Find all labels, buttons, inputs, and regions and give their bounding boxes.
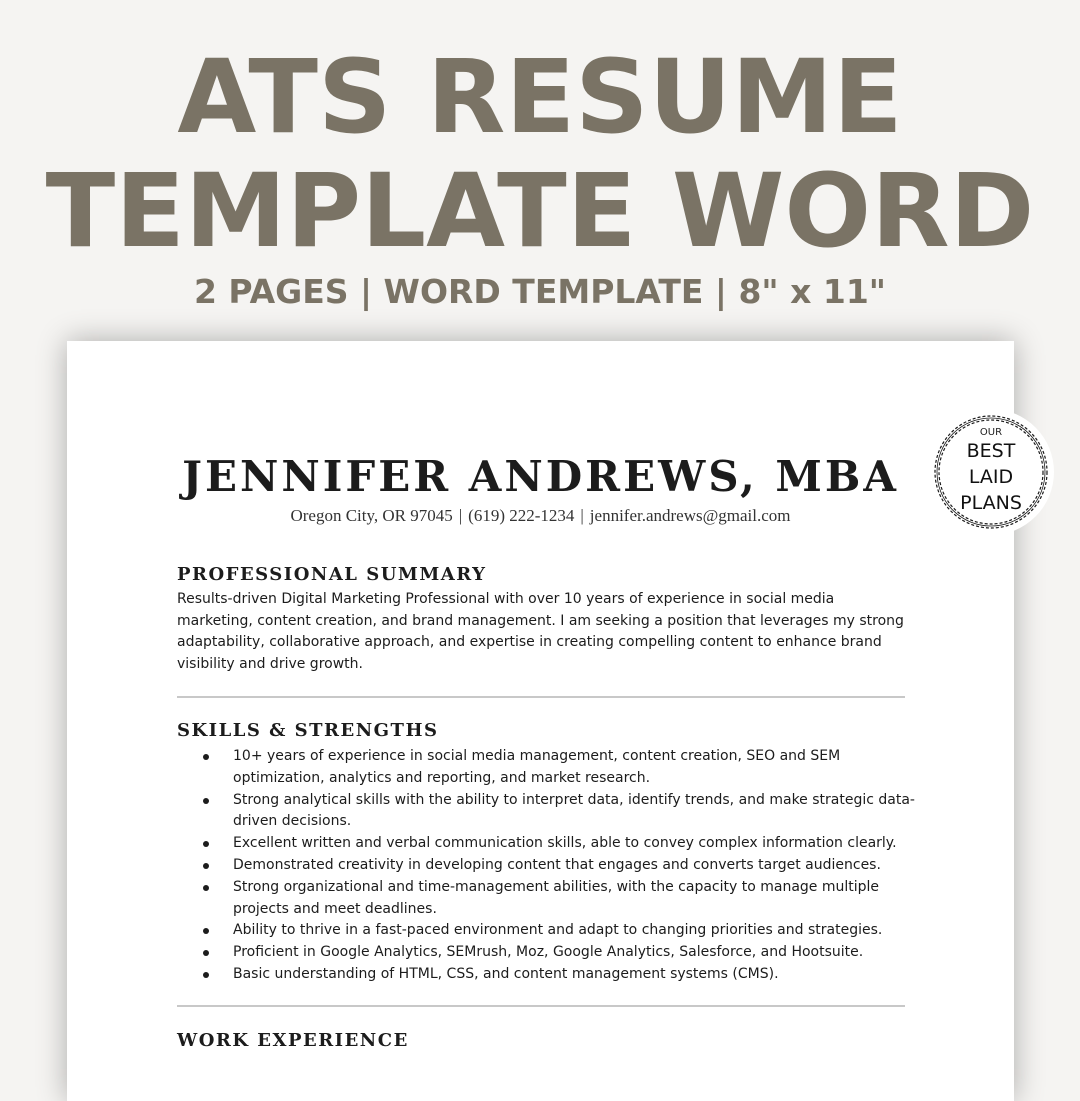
skill-item: Strong organizational and time-management abilities, with the capacity to manage multiple projects and meet deadlines. — [177, 877, 917, 921]
skill-item: Excellent written and verbal communication skills, able to convey complex information clearly. — [177, 833, 917, 855]
skills-heading: SKILLS & STRENGTHS — [177, 720, 439, 741]
skill-item: Proficient in Google Analytics, SEMrush, Moz, Google Analytics, Salesforce, and Hootsuite. — [177, 942, 917, 964]
skill-item: Demonstrated creativity in developing content that engages and converts target audiences. — [177, 855, 917, 877]
badge-line-1: BEST — [966, 440, 1016, 462]
brand-badge — [930, 411, 1052, 533]
section-divider — [177, 1005, 905, 1007]
headline-line-2: TEMPLATE WORD — [45, 152, 1035, 271]
badge-small-text: OUR — [979, 427, 1003, 438]
subtitle: 2 PAGES | WORD TEMPLATE | 8" x 11" — [193, 272, 887, 311]
resume-name: JENNIFER ANDREWS, MBA — [182, 452, 899, 501]
resume-page — [67, 341, 1014, 1101]
skills-list — [177, 746, 917, 986]
contact-separator: | — [580, 506, 584, 525]
contact-email: jennifer.andrews@gmail.com — [589, 506, 791, 525]
contact-separator: | — [458, 506, 463, 525]
contact-phone: (619) 222-1234 — [468, 506, 575, 525]
contact-location: Oregon City, OR 97045 — [290, 506, 453, 525]
section-divider — [177, 696, 905, 698]
skill-item: 10+ years of experience in social media management, content creation, SEO and SEM optimization, analytics and reporting, and market research. — [177, 746, 917, 790]
experience-heading: WORK EXPERIENCE — [177, 1030, 409, 1051]
badge-line-3: PLANS — [960, 492, 1022, 514]
headline-line-1: ATS RESUME — [177, 38, 903, 157]
badge-line-2: LAID — [968, 466, 1014, 488]
contact-line — [67, 505, 1014, 527]
skill-item: Strong analytical skills with the ability to interpret data, identify trends, and make strategic data-driven decisions. — [177, 790, 917, 834]
skill-item: Ability to thrive in a fast-paced environment and adapt to changing priorities and strategies. — [177, 920, 917, 942]
summary-heading: PROFESSIONAL SUMMARY — [177, 564, 487, 585]
skill-item: Basic understanding of HTML, CSS, and content management systems (CMS). — [177, 964, 917, 986]
summary-text: Results-driven Digital Marketing Professional with over 10 years of experience in social media marketing, content creation, and brand management. I am seeking a position that leverages my strong adaptability, collaborative approach, and expertise in creating compelling content to enhance brand visibility and drive growth. — [177, 591, 904, 672]
